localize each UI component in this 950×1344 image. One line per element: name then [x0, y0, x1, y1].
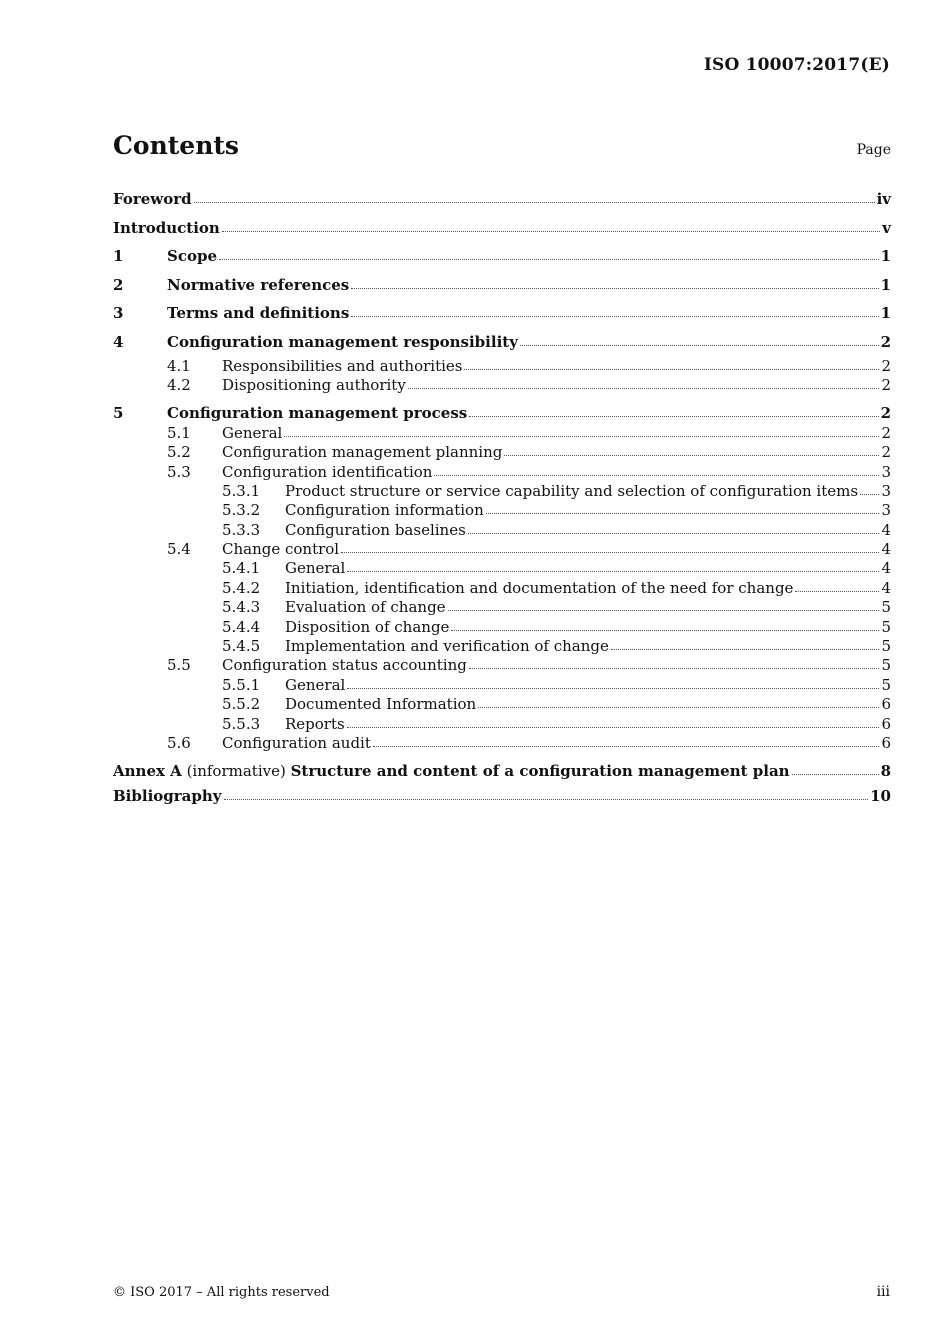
toc-entry-page: 5 [881, 598, 891, 617]
dot-leader [219, 256, 879, 260]
toc-entry-title: Terms and definitions [167, 304, 350, 323]
annex-label: Annex A [113, 762, 182, 781]
dot-leader [351, 313, 878, 317]
toc-entry[interactable] [113, 656, 891, 675]
toc-entry-title: Reports [285, 714, 345, 733]
toc-entry-page: 5 [881, 656, 891, 675]
toc-entry-number: 4.1 [167, 356, 191, 375]
toc-entry-title: General [285, 675, 346, 694]
toc-entry-number: 1 [113, 247, 124, 266]
toc-entry-title: General [222, 423, 283, 442]
toc-entry[interactable] [113, 424, 891, 443]
toc-entry-title: General [285, 559, 346, 578]
toc-entry-page: 2 [881, 423, 891, 442]
toc-entry-page: 5 [881, 675, 891, 694]
toc-entry[interactable] [113, 559, 891, 578]
toc-entry-title: Configuration baselines [285, 520, 466, 539]
dot-leader [434, 472, 879, 476]
toc-entry-number: 3 [113, 304, 124, 323]
toc-entry[interactable] [113, 734, 891, 753]
toc-entry-page: 4 [881, 578, 891, 597]
toc-entry-number: 5 [113, 404, 124, 423]
annex-title: Structure and content of a configuration management plan [290, 762, 790, 781]
toc-entry[interactable] [113, 676, 891, 695]
toc-entry-title: Configuration management planning [222, 443, 503, 462]
toc-entry-page: v [882, 218, 891, 237]
toc-entry-number: 5.4.2 [222, 578, 261, 597]
dot-leader [464, 366, 879, 370]
dot-leader [448, 607, 880, 611]
toc-entry-title: Implementation and verification of change [285, 637, 609, 656]
toc-entry-number: 2 [113, 275, 124, 294]
toc-entry-page: 5 [881, 637, 891, 656]
dot-leader [611, 646, 880, 650]
toc-entry-title: Evaluation of change [285, 598, 446, 617]
toc-entry-page: iv [876, 190, 891, 208]
toc-entry-title: Documented Information [285, 695, 477, 714]
toc-entry-page: 5 [881, 617, 891, 636]
toc-entry-title: Configuration audit [222, 733, 371, 752]
toc-entry[interactable] [113, 482, 891, 501]
toc-entry-title: Normative references [167, 275, 350, 294]
toc-entry[interactable] [113, 715, 891, 734]
dot-leader [469, 413, 878, 417]
toc-entry-number: 5.5 [167, 656, 191, 675]
toc-entry-number: 5.3.1 [222, 481, 261, 500]
toc-entry-title: Dispositioning authority [222, 375, 406, 394]
toc-entry-number: 5.5.3 [222, 714, 261, 733]
dot-leader [347, 685, 879, 689]
toc-entry-title: Initiation, identification and documentation of the need for change [285, 578, 794, 597]
copyright-notice: © ISO 2017 – All rights reserved [113, 1285, 330, 1300]
toc-entry-title: Configuration management responsibility [167, 332, 518, 351]
toc-entry-number: 5.5.2 [222, 695, 261, 714]
toc-entry-number: 5.4.5 [222, 637, 261, 656]
toc-entry-title [113, 762, 790, 781]
dot-leader [451, 627, 879, 631]
toc-entry-number: 5.5.1 [222, 675, 261, 694]
toc-entry-title: Disposition of change [285, 617, 450, 636]
toc-entry[interactable] [113, 521, 891, 540]
dot-leader [486, 510, 880, 514]
toc-entry-number: 5.4.4 [222, 617, 261, 636]
dot-leader [504, 452, 879, 456]
toc-entry-page: 2 [881, 356, 891, 375]
toc-entry-number: 5.4 [167, 540, 191, 559]
dot-leader [469, 665, 880, 669]
page-column-label: Page [856, 142, 891, 158]
dot-leader [351, 285, 878, 289]
contents-title: Contents [113, 131, 240, 160]
toc-entry-page: 1 [880, 275, 891, 294]
page-number: iii [876, 1284, 890, 1300]
toc-entry-number: 5.3.2 [222, 501, 261, 520]
toc-entry[interactable] [113, 357, 891, 376]
toc-entry[interactable] [113, 376, 891, 395]
toc-entry[interactable] [113, 328, 891, 357]
toc-entry-number: 5.4.1 [222, 559, 261, 578]
toc-entry-number: 5.6 [167, 733, 191, 752]
toc-entry-title: Foreword [113, 190, 192, 208]
toc-entry-page: 8 [880, 762, 891, 781]
toc-entry-title: Introduction [113, 218, 220, 237]
toc-entry[interactable] [113, 185, 891, 214]
toc-entry-number: 4.2 [167, 375, 191, 394]
toc-entry[interactable] [113, 618, 891, 637]
toc-entry-page: 1 [880, 304, 891, 323]
toc-entry[interactable] [113, 637, 891, 656]
annex-informative-label: (informative) [181, 762, 291, 781]
toc-entry[interactable] [113, 214, 891, 243]
toc-entry[interactable] [113, 598, 891, 617]
dot-leader [478, 704, 879, 708]
toc-entry-page: 4 [881, 559, 891, 578]
dot-leader [468, 530, 880, 534]
toc-entry[interactable] [113, 242, 891, 271]
toc-entry[interactable] [113, 443, 891, 462]
toc-entry-number: 5.2 [167, 443, 191, 462]
dot-leader [795, 588, 879, 592]
toc-entry-title: Responsibilities and authorities [222, 356, 463, 375]
toc-entry-title: Product structure or service capability and selection of configuration items [285, 481, 859, 500]
dot-leader [194, 199, 875, 203]
toc-entry-title: Scope [167, 247, 218, 266]
toc-entry-page: 2 [880, 404, 891, 423]
dot-leader [284, 433, 879, 437]
toc-entry-number: 4 [113, 332, 124, 351]
dot-leader [347, 724, 880, 728]
toc-entry-number: 5.4.3 [222, 598, 261, 617]
dot-leader [222, 228, 880, 232]
dot-leader [373, 743, 880, 747]
toc-entry[interactable] [113, 299, 891, 328]
dot-leader [224, 796, 869, 800]
toc-entry-page: 3 [881, 501, 891, 520]
dot-leader [860, 491, 879, 495]
toc-entry-page: 10 [870, 786, 891, 805]
toc-entry-page: 3 [881, 462, 891, 481]
dot-leader [792, 771, 879, 775]
toc-entry-title: Configuration management process [167, 404, 468, 423]
dot-leader [347, 568, 879, 572]
toc-entry[interactable] [113, 463, 891, 482]
toc-entry-title: Change control [222, 540, 340, 559]
toc-entry-page: 6 [881, 733, 891, 752]
toc-entry-title: Configuration information [285, 501, 484, 520]
toc-entry[interactable] [113, 695, 891, 714]
document-id: ISO 10007:2017(E) [703, 55, 890, 75]
toc-entry[interactable] [113, 540, 891, 559]
toc-entry-page: 3 [881, 481, 891, 500]
toc-entry[interactable] [113, 762, 891, 781]
toc-entry[interactable] [113, 579, 891, 598]
dot-leader [341, 549, 879, 553]
contents-heading-row [113, 131, 891, 160]
dot-leader [408, 385, 880, 389]
toc-entry[interactable] [113, 271, 891, 300]
toc-entry-page: 2 [881, 375, 891, 394]
toc-entry-page: 4 [881, 520, 891, 539]
toc-entry-page: 6 [881, 695, 891, 714]
toc-entry-title: Configuration status accounting [222, 656, 467, 675]
toc-entry-page: 1 [880, 247, 891, 266]
toc-entry-title: Configuration identification [222, 462, 433, 481]
toc-entry-page: 2 [880, 332, 891, 351]
toc-entry[interactable] [113, 501, 891, 520]
toc-entry-title: Bibliography [113, 786, 222, 805]
toc-entry[interactable] [113, 782, 891, 811]
table-of-contents [113, 185, 891, 810]
toc-entry-number: 5.1 [167, 423, 191, 442]
toc-entry-number: 5.3.3 [222, 520, 261, 539]
toc-entry[interactable] [113, 404, 891, 423]
toc-entry-page: 4 [881, 540, 891, 559]
toc-entry-page: 2 [881, 443, 891, 462]
dot-leader [520, 342, 879, 346]
toc-entry-page: 6 [881, 714, 891, 733]
toc-entry-number: 5.3 [167, 462, 191, 481]
